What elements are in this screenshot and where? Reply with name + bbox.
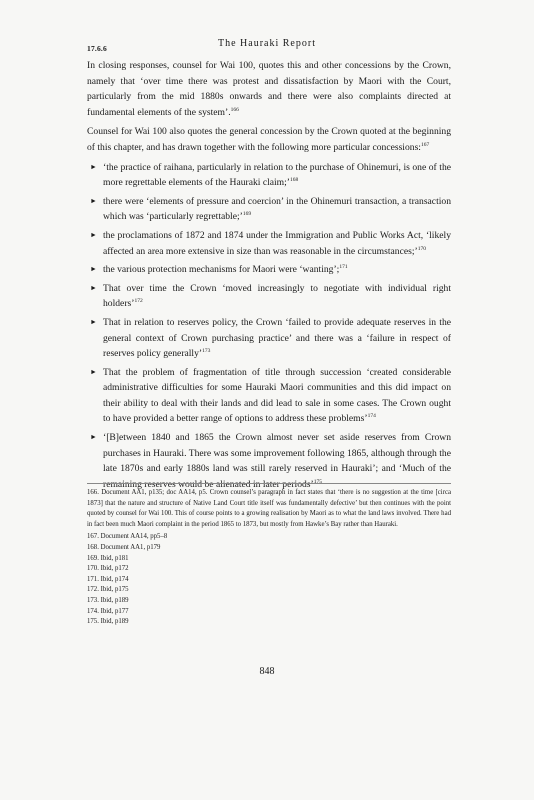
concessions-list xyxy=(87,160,451,493)
bullet-icon: ► xyxy=(90,162,97,171)
paragraph: Counsel for Wai 100 also quotes the general concession by the Crown quoted at the beginning of this chapter, and has drawn together with the following more particular concessions:$^{167}$ xyxy=(87,126,451,153)
footnote: 174. Ibid, p177 xyxy=(87,607,129,615)
footnote-ref: 168 xyxy=(290,176,299,183)
footnote: 169. Ibid, p181 xyxy=(87,554,129,562)
bullet-icon: ► xyxy=(90,265,97,274)
list-item: ► ‘the practice of raihana, particularly in relation to the purchase of Ohinemuri, is one of the more regrettable elements of the Hauraki claim;’$^{168}$ xyxy=(90,161,451,189)
footnote-ref: 167 xyxy=(420,141,430,148)
footnote: 172. Ibid, p175 xyxy=(87,586,129,594)
footnote-divider xyxy=(87,483,451,484)
bullet-icon: ► xyxy=(90,367,97,376)
bullet-icon: ► xyxy=(90,433,97,442)
bullet-icon: ► xyxy=(90,230,97,239)
bullet-icon: ► xyxy=(90,317,97,326)
footnote-ref: 171 xyxy=(339,263,348,270)
page-number: 848 xyxy=(259,666,275,677)
footnotes xyxy=(87,488,451,628)
list-item: ► That in relation to reserves policy, the Crown ‘failed to provide adequate reserves in the general context of Crown purchasing practice’ and there was a ‘failure in respect of reserves policy generally’$^{173}$ xyxy=(90,316,451,360)
list-item: ► ‘[B]etween 1840 and 1865 the Crown almost never set aside reserves from Crown purchases in Hauraki. There was some improvement following 1865, although through the late 1870s and early 1880s land was still rarely reserved in Hauraki’; and ‘Much of the remaining reserves would be alienated in later periods’$^{175}$ xyxy=(90,432,451,490)
footnote-ref: 174 xyxy=(367,413,376,420)
footnote-ref: 169 xyxy=(242,211,252,218)
footnote-ref: 175 xyxy=(313,478,322,485)
footnote: 173. Ibid, p189 xyxy=(87,596,129,604)
footnote: 170. Ibid, p172 xyxy=(87,565,129,573)
paragraph: In closing responses, counsel for Wai 100, quotes this and other concessions by the Crown, namely that ‘over time there was protest and dissatisfaction by Maori with the Court, particularly from the mid 1880s onwards and there were also complaints directed at fundamental elements of the system’.$^{166}$ xyxy=(87,60,451,118)
section-number: 17.6.6 xyxy=(87,44,107,53)
body-text xyxy=(87,58,451,496)
list-item: ► the proclamations of 1872 and 1874 under the Immigration and Public Works Act, ‘likely affected an area more extensive in size than was reasonable in the circumstances;’$^{170}$ xyxy=(90,229,451,257)
footnote: 171. Ibid, p174 xyxy=(87,575,129,583)
list-item: ► That the problem of fragmentation of title through succession ‘created considerable administrative difficulties for some Hauraki Maori communities and this did impact on their ability to deal with their lands and did lead to sale in some cases. The Crown ought to have provided a better range of options to address these problems’$^{174}$ xyxy=(90,366,451,425)
footnote: 168. Document AA1, p179 xyxy=(87,543,161,551)
running-head: The Hauraki Report xyxy=(218,38,316,49)
list-item: ► the various protection mechanisms for Maori were ‘wanting’;$^{171}$ xyxy=(87,262,451,278)
footnote: 166. Document AA1, p135; doc AA14, p5. Crown counsel’s paragraph in fact states that ‘there is no suggestion at the time [circa 1873] that the nature and structure of Native Land Court title itself was fundamentally defective’ but then continues with the point quoted by counsel for Wai 100. This of course points to a growing realisation by Maori as to what the land laws involved. There had in fact been much Maori complaint in the period 1865 to 1873, but mostly from Hawke’s Bay rather than Hauraki. xyxy=(87,489,451,528)
list-item: ► That over time the Crown ‘moved increasingly to negotiate with individual right holders’$^{172}$ xyxy=(90,282,451,310)
bullet-icon: ► xyxy=(90,196,97,205)
footnote-ref: 172 xyxy=(134,298,143,305)
footnote-ref: 173 xyxy=(202,347,211,354)
list-item: ► there were ‘elements of pressure and coercion’ in the Ohinemuri transaction, a transaction which was ‘particularly regrettable;’$^{169}$ xyxy=(90,195,451,223)
footnote: 175. Ibid, p189 xyxy=(87,618,129,626)
footnote-ref: 170 xyxy=(417,245,426,252)
footnote-ref: 166 xyxy=(230,106,239,113)
bullet-icon: ► xyxy=(90,283,97,292)
footnote: 167. Document AA14, pp5–8 xyxy=(87,533,168,541)
